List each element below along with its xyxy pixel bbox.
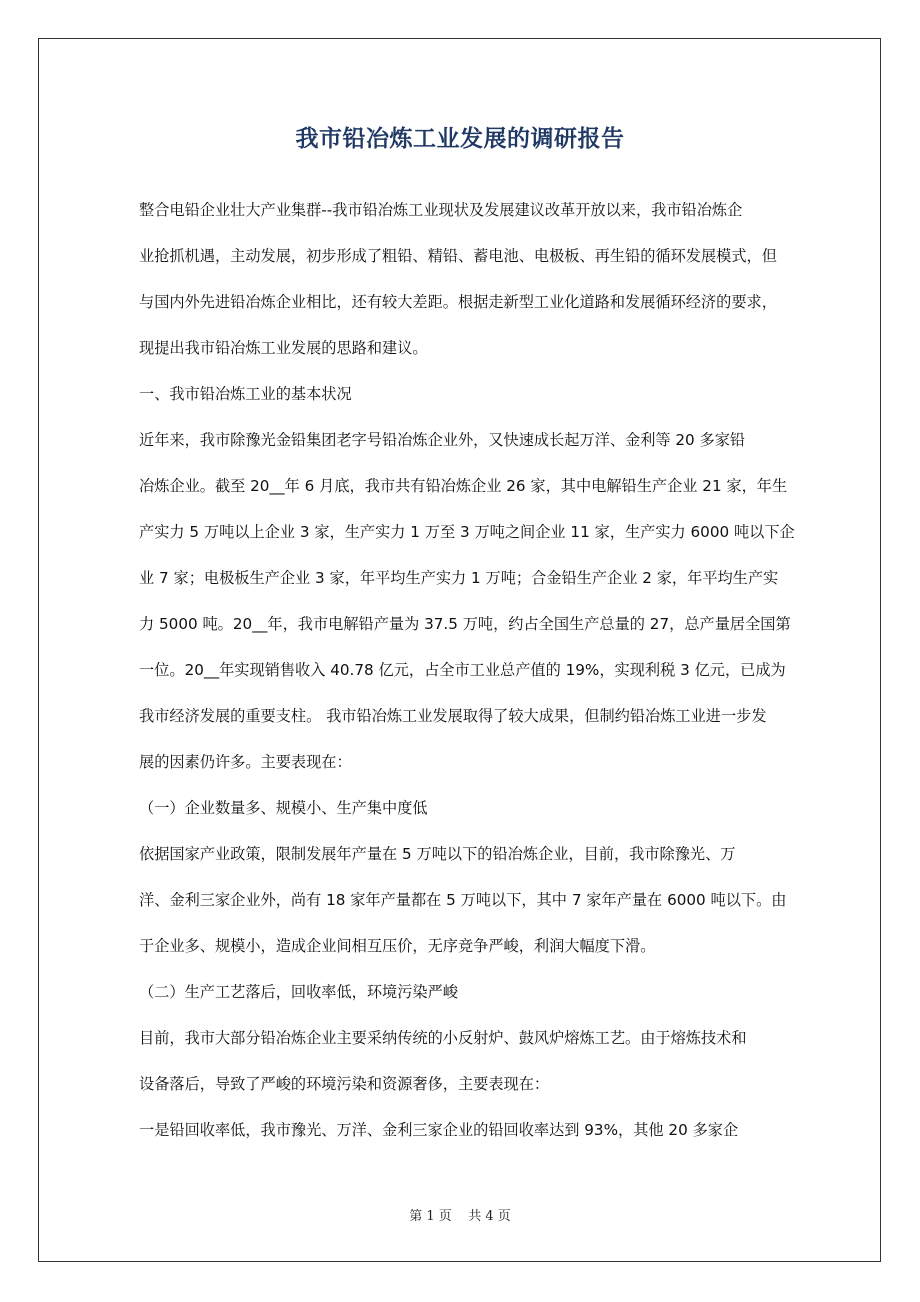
body-line-3: 与国内外先进铅冶炼企业相比，还有较大差距。根据走新型工业化道路和发展循环经济的要求， [139,293,777,311]
subsection-heading-2: （二）生产工艺落后，回收率低，环境污染严峻 [139,983,458,1001]
body-line-18: 一是铅回收率低，我市豫光、万洋、金利三家企业的铅回收率达到 93%，其他 20 多家企 [139,1121,739,1139]
body-line-8: 业 7 家；电极板生产企业 3 家，年平均生产实力 1 万吨；合金铅生产企业 2 家，年平均生产实 [139,569,779,587]
body-line-9: 力 5000 吨。20__年，我市电解铅产量为 37.5 万吨，约占全国生产总量的 27，总产量居全国第 [139,615,791,633]
page-number-footer: 第 1 页 共 4 页 [409,1209,511,1224]
body-line-15: 于企业多、规模小，造成企业间相互压价，无序竞争严峻，利润大幅度下滑。 [139,937,656,955]
document-title: 我市铅冶炼工业发展的调研报告 [295,126,625,152]
body-line-7: 产实力 5 万吨以上企业 3 家，生产实力 1 万至 3 万吨之间企业 11 家，生产实力 6000 吨以下企 [139,523,795,541]
body-line-1: 整合电铅企业壮大产业集群--我市铅冶炼工业现状及发展建议改革开放以来，我市铅冶炼企 [139,201,743,219]
body-line-2: 业抢抓机遇，主动发展，初步形成了粗铅、精铅、蓄电池、电极板、再生铅的循环发展模式，但 [139,247,777,265]
body-line-17: 设备落后，导致了严峻的环境污染和资源奢侈，主要表现在： [139,1075,550,1093]
body-line-12: 展的因素仍许多。主要表现在： [139,753,352,771]
subsection-heading-1: （一）企业数量多、规模小、生产集中度低 [139,799,428,817]
body-line-5: 近年来，我市除豫光金铅集团老字号铅冶炼企业外，又快速成长起万洋、金利等 20 多家铅 [139,431,746,449]
body-line-11: 我市经济发展的重要支柱。 我市铅冶炼工业发展取得了较大成果，但制约铅冶炼工业进一步发 [139,707,767,725]
body-line-6: 冶炼企业。截至 20__年 6 月底，我市共有铅冶炼企业 26 家，其中电解铅生产企业 21 家，年生 [139,477,788,495]
section-heading-1: 一、我市铅冶炼工业的基本状况 [139,385,352,403]
body-line-16: 目前，我市大部分铅冶炼企业主要采纳传统的小反射炉、鼓风炉熔炼工艺。由于熔炼技术和 [139,1029,747,1047]
body-line-14: 洋、金利三家企业外，尚有 18 家年产量都在 5 万吨以下，其中 7 家年产量在 6000 吨以下。由 [139,891,787,909]
body-line-10: 一位。20__年实现销售收入 40.78 亿元，占全市工业总产值的 19%，实现利税 3 亿元，已成为 [139,661,786,679]
body-line-13: 依据国家产业政策，限制发展年产量在 5 万吨以下的铅冶炼企业，目前，我市除豫光、万 [139,845,736,863]
body-line-4: 现提出我市铅冶炼工业发展的思路和建议。 [139,339,428,357]
